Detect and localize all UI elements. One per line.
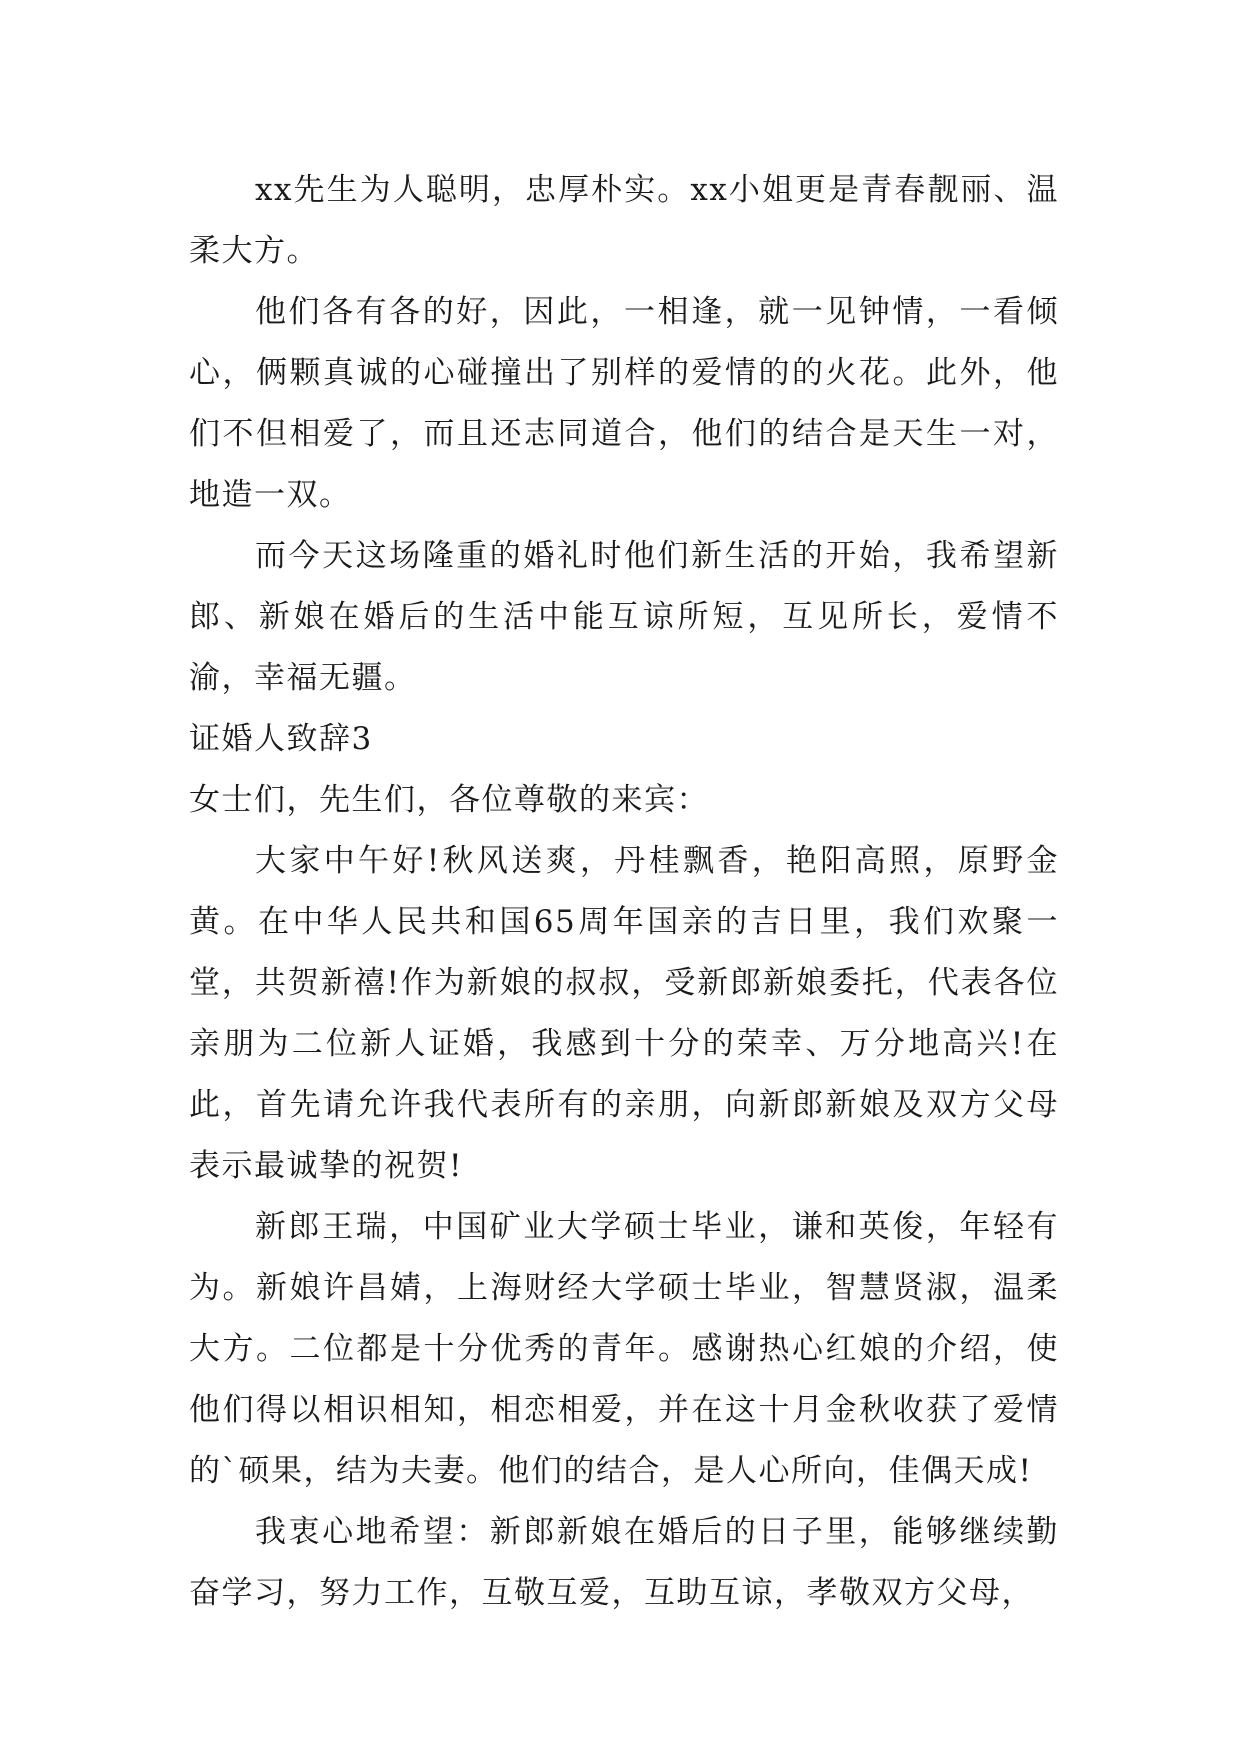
paragraph-wedding-wishes: 而今天这场隆重的婚礼时他们新生活的开始，我希望新郎、新娘在婚后的生活中能互谅所短，互见所长，爱情不渝，幸福无疆。 [189,538,1059,696]
document-body [189,160,1059,1624]
paragraph-couple-intro: 新郎王瑞，中国矿业大学硕士毕业，谦和英俊，年轻有为。新娘许昌婧，上海财经大学硕士毕业，智慧贤淑，温柔大方。二位都是十分优秀的青年。感谢热心红娘的介绍，使他们得以相识相知，相恋相爱，并在这十月金秋收获了爱情的`硕果，结为夫妻。他们的结合，是人心所向，佳偶天成! [189,1209,1059,1489]
paragraph-love-at-first-sight: 他们各有各的好，因此，一相逢，就一见钟情，一看倾心，俩颗真诚的心碰撞出了别样的爱情的的火花。此外，他们不但相爱了，而且还志同道合，他们的结合是天生一对，地造一双。 [189,294,1059,513]
salutation: 女士们，先生们，各位尊敬的来宾： [189,782,709,818]
paragraph-greeting: 大家中午好!秋风送爽，丹桂飘香，艳阳高照，原野金黄。在中华人民共和国65周年国亲的吉日里，我们欢聚一堂，共贺新禧!作为新娘的叔叔，受新郎新娘委托，代表各位亲朋为二位新人证婚，我感到十分的荣幸、万分地高兴!在此，首先请允许我代表所有的亲朋，向新郎新娘及双方父母表示最诚挚的祝贺! [189,843,1059,1184]
paragraph-groom-bride-intro: xx先生为人聪明，忠厚朴实。xx小姐更是青春靓丽、温柔大方。 [189,172,1059,269]
paragraph-closing-wishes: 我衷心地希望：新郎新娘在婚后的日子里，能够继续勤奋学习，努力工作，互敬互爱，互助互谅，孝敬双方父母， [189,1514,1059,1611]
section-heading: 证婚人致辞3 [189,721,373,757]
